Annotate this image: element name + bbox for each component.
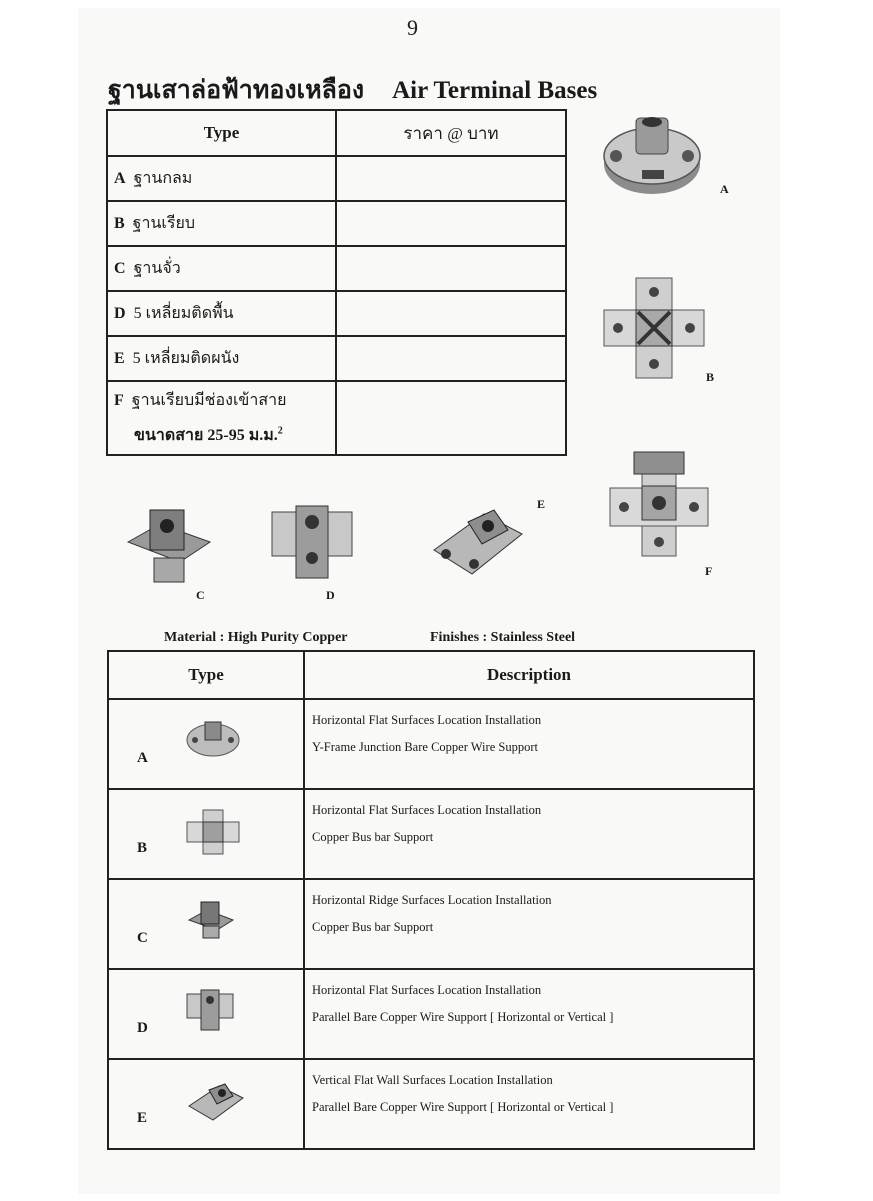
desc-line-1: Vertical Flat Wall Surfaces Location Installation [312, 1073, 553, 1087]
price-cell [336, 201, 566, 246]
desc-header-description: Description [304, 651, 754, 699]
photo-base-b [598, 272, 710, 384]
photo-base-e [428, 500, 528, 584]
price-cell [336, 336, 566, 381]
desc-row [108, 969, 754, 1059]
desc-row-letter: C [137, 930, 148, 946]
desc-row [108, 879, 754, 969]
price-row-name: ฐานจั่ว [133, 260, 181, 277]
price-row [107, 291, 566, 336]
photo-label-b: B [706, 370, 715, 384]
price-cell [336, 291, 566, 336]
price-row-sub [114, 423, 329, 448]
desc-line-2: Parallel Bare Copper Wire Support [ Horizontal or Vertical ] [312, 1100, 614, 1114]
page-number: 9 [407, 15, 418, 40]
price-cell [336, 381, 566, 455]
thumb-base-d [185, 988, 235, 1032]
thumb-base-c [185, 898, 237, 942]
price-header-price: ราคา @ บาท [336, 110, 566, 156]
price-cell [336, 246, 566, 291]
photo-label-d: D [326, 588, 335, 602]
desc-line-1: Horizontal Ridge Surfaces Location Installation [312, 893, 552, 907]
desc-header-type: Type [108, 651, 304, 699]
desc-row-letter: E [137, 1110, 148, 1126]
price-row [107, 201, 566, 246]
desc-line-2: Copper Bus bar Support [312, 830, 434, 844]
photo-base-d [268, 502, 356, 584]
description-table-header [108, 651, 754, 699]
superscript: 2 [277, 425, 283, 437]
price-row-letter: E [114, 350, 125, 367]
material-text: Material : High Purity Copper [164, 630, 348, 645]
price-row [107, 336, 566, 381]
desc-line-2: Parallel Bare Copper Wire Support [ Horizontal or Vertical ] [312, 1010, 614, 1024]
thumb-base-e [185, 1078, 247, 1124]
price-row [107, 246, 566, 291]
price-row-name: 5 เหลี่ยมติดพื้น [133, 305, 234, 322]
price-row-letter: F [114, 392, 124, 409]
thumb-base-a [185, 718, 241, 758]
price-table-header [107, 110, 566, 156]
price-row-name: ฐานกลม [133, 170, 193, 187]
title-english: Air Terminal Bases [392, 77, 598, 104]
title-thai: ฐานเสาล่อฟ้าทองเหลือง [108, 77, 365, 104]
price-row [107, 156, 566, 201]
photo-base-a [600, 112, 710, 202]
desc-line-2: Y-Frame Junction Bare Copper Wire Support [312, 740, 538, 754]
photo-base-c [120, 502, 220, 590]
description-table [107, 650, 755, 1150]
photo-label-a: A [720, 182, 729, 196]
price-row-name: ฐานเรียบมีช่องเข้าสาย [131, 392, 287, 409]
desc-row [108, 1059, 754, 1149]
desc-line-1: Horizontal Flat Surfaces Location Installation [312, 983, 542, 997]
desc-line-2: Copper Bus bar Support [312, 920, 434, 934]
thumb-base-b [185, 808, 241, 856]
cable-size-text: ขนาดสาย 25-95 ม.ม. [134, 427, 278, 444]
price-row-letter: C [114, 260, 126, 277]
price-cell [336, 156, 566, 201]
desc-row-letter: B [137, 840, 148, 856]
price-row-letter: A [114, 170, 126, 187]
price-row-letter: B [114, 215, 125, 232]
finishes-text: Finishes : Stainless Steel [430, 630, 576, 645]
price-row-letter: D [114, 305, 126, 322]
price-table [106, 109, 567, 456]
price-row [107, 381, 566, 455]
desc-line-1: Horizontal Flat Surfaces Location Installation [312, 803, 542, 817]
desc-row [108, 789, 754, 879]
photo-label-c: C [196, 588, 205, 602]
photo-label-e: E [537, 497, 546, 511]
page-title [108, 70, 597, 110]
price-row-name: ฐานเรียบ [132, 215, 196, 232]
photo-base-f [604, 446, 714, 562]
price-row-name: 5 เหลี่ยมติดผนัง [132, 350, 240, 367]
photo-label-f: F [705, 564, 713, 578]
desc-row-letter: A [137, 750, 148, 766]
price-header-type: Type [107, 110, 336, 156]
desc-line-1: Horizontal Flat Surfaces Location Installation [312, 713, 542, 727]
desc-row-letter: D [137, 1020, 148, 1036]
desc-row [108, 699, 754, 789]
